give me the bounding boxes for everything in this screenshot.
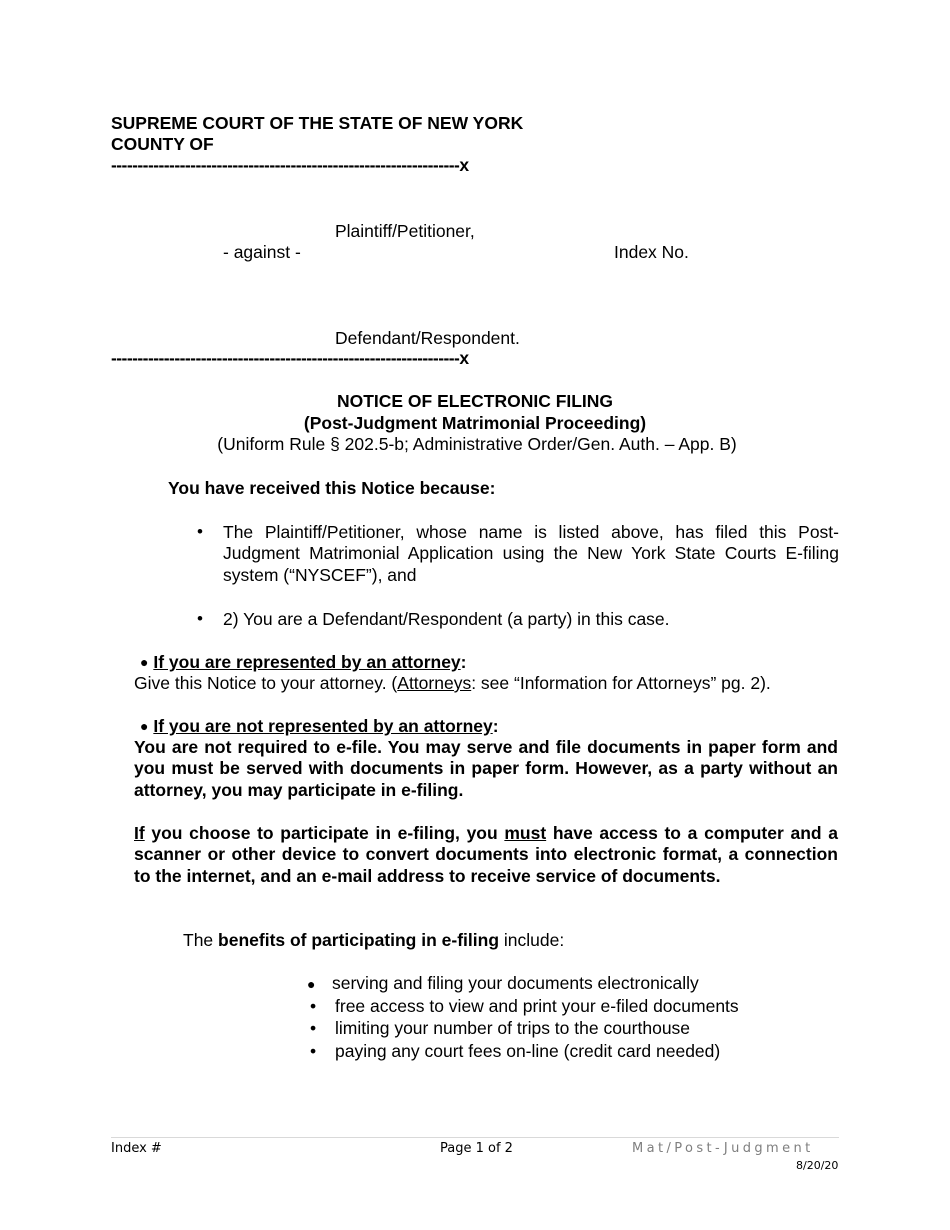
bullet-icon: • [197,522,203,541]
requirements-part2: have access to a computer and a scanner or other device to convert documents into electronic format, a connection to the internet, and an e-mail address to receive service of documents. [134,823,838,886]
reason-item-1: The Plaintiff/Petitioner, whose name is listed above, has filed this Post-Judgment Matrimonial Application using the New York State Courts E-filing system (“NYSCEF”), and [223,522,839,585]
bullet-icon: • [197,609,203,628]
benefit-item: serving and filing your documents electronically [332,973,699,993]
benefits-intro [183,930,564,951]
court-name: SUPREME COURT OF THE STATE OF NEW YORK [111,113,524,133]
requirements-part1: you choose to participate in e-filing, you [144,823,505,843]
caption-divider-bottom: ------------------------------------------------------------------x [111,348,469,368]
colon: : [492,716,499,736]
defendant-label: Defendant/Respondent. [335,328,520,348]
index-no-label: Index No. [614,242,689,262]
bullet-icon: • [310,1041,317,1061]
must-word: must [504,823,547,843]
bullet-icon: ● [140,654,149,670]
benefit-item: paying any court fees on-line (credit card needed) [335,1041,721,1061]
colon: : [460,652,467,672]
bullet-icon: • [310,996,317,1016]
footer-date: 8/20/20 [796,1159,839,1172]
footer-rule [111,1137,839,1138]
footer-index: Index # [111,1141,162,1156]
reason-heading: You have received this Notice because: [168,478,496,498]
benefit-item: limiting your number of trips to the courthouse [335,1018,691,1038]
plaintiff-label: Plaintiff/Petitioner, [335,221,475,241]
requirements-paragraph [134,823,838,887]
footer-form-name: Mat/Post-Judgment [632,1141,814,1156]
benefit-item: free access to view and print your e-filed documents [335,996,739,1016]
caption-divider-top: ------------------------------------------------------------------x [111,155,469,175]
bullet-icon: • [310,1018,317,1038]
not-represented-heading-text: If you are not represented by an attorney [153,716,493,736]
notice-subtitle: (Post-Judgment Matrimonial Proceeding) [303,413,647,433]
bullet-icon: ● [307,976,316,992]
attorneys-link: Attorneys [397,673,472,693]
against-label: - against - [223,242,301,262]
not-represented-paragraph: You are not required to e-file. You may serve and file documents in paper form and you must be served with documents in paper form. However, as a party without an attorney, you may participate in e-filing. [134,737,838,800]
if-word: If [134,823,145,843]
not-represented-heading [140,716,499,737]
reason-item-2: 2) You are a Defendant/Respondent (a party) in this case. [223,609,670,629]
represented-text-before: Give this Notice to your attorney. ( [134,673,398,693]
benefits-bold: benefits of participating in e-filing [218,930,500,950]
represented-text-after: : see “Information for Attorneys” pg. 2). [471,673,771,693]
represented-instructions [134,673,771,694]
county-line: COUNTY OF [111,134,214,154]
represented-heading-text: If you are represented by an attorney [153,652,461,672]
bullet-icon: ● [140,718,149,734]
benefits-include: include: [499,930,565,950]
represented-heading [140,652,467,673]
notice-title: NOTICE OF ELECTRONIC FILING [336,391,614,411]
benefits-the: The [183,930,219,950]
notice-authority: (Uniform Rule § 202.5-b; Administrative Order/Gen. Auth. – App. B) [217,434,737,454]
footer-page-number: Page 1 of 2 [440,1141,513,1156]
